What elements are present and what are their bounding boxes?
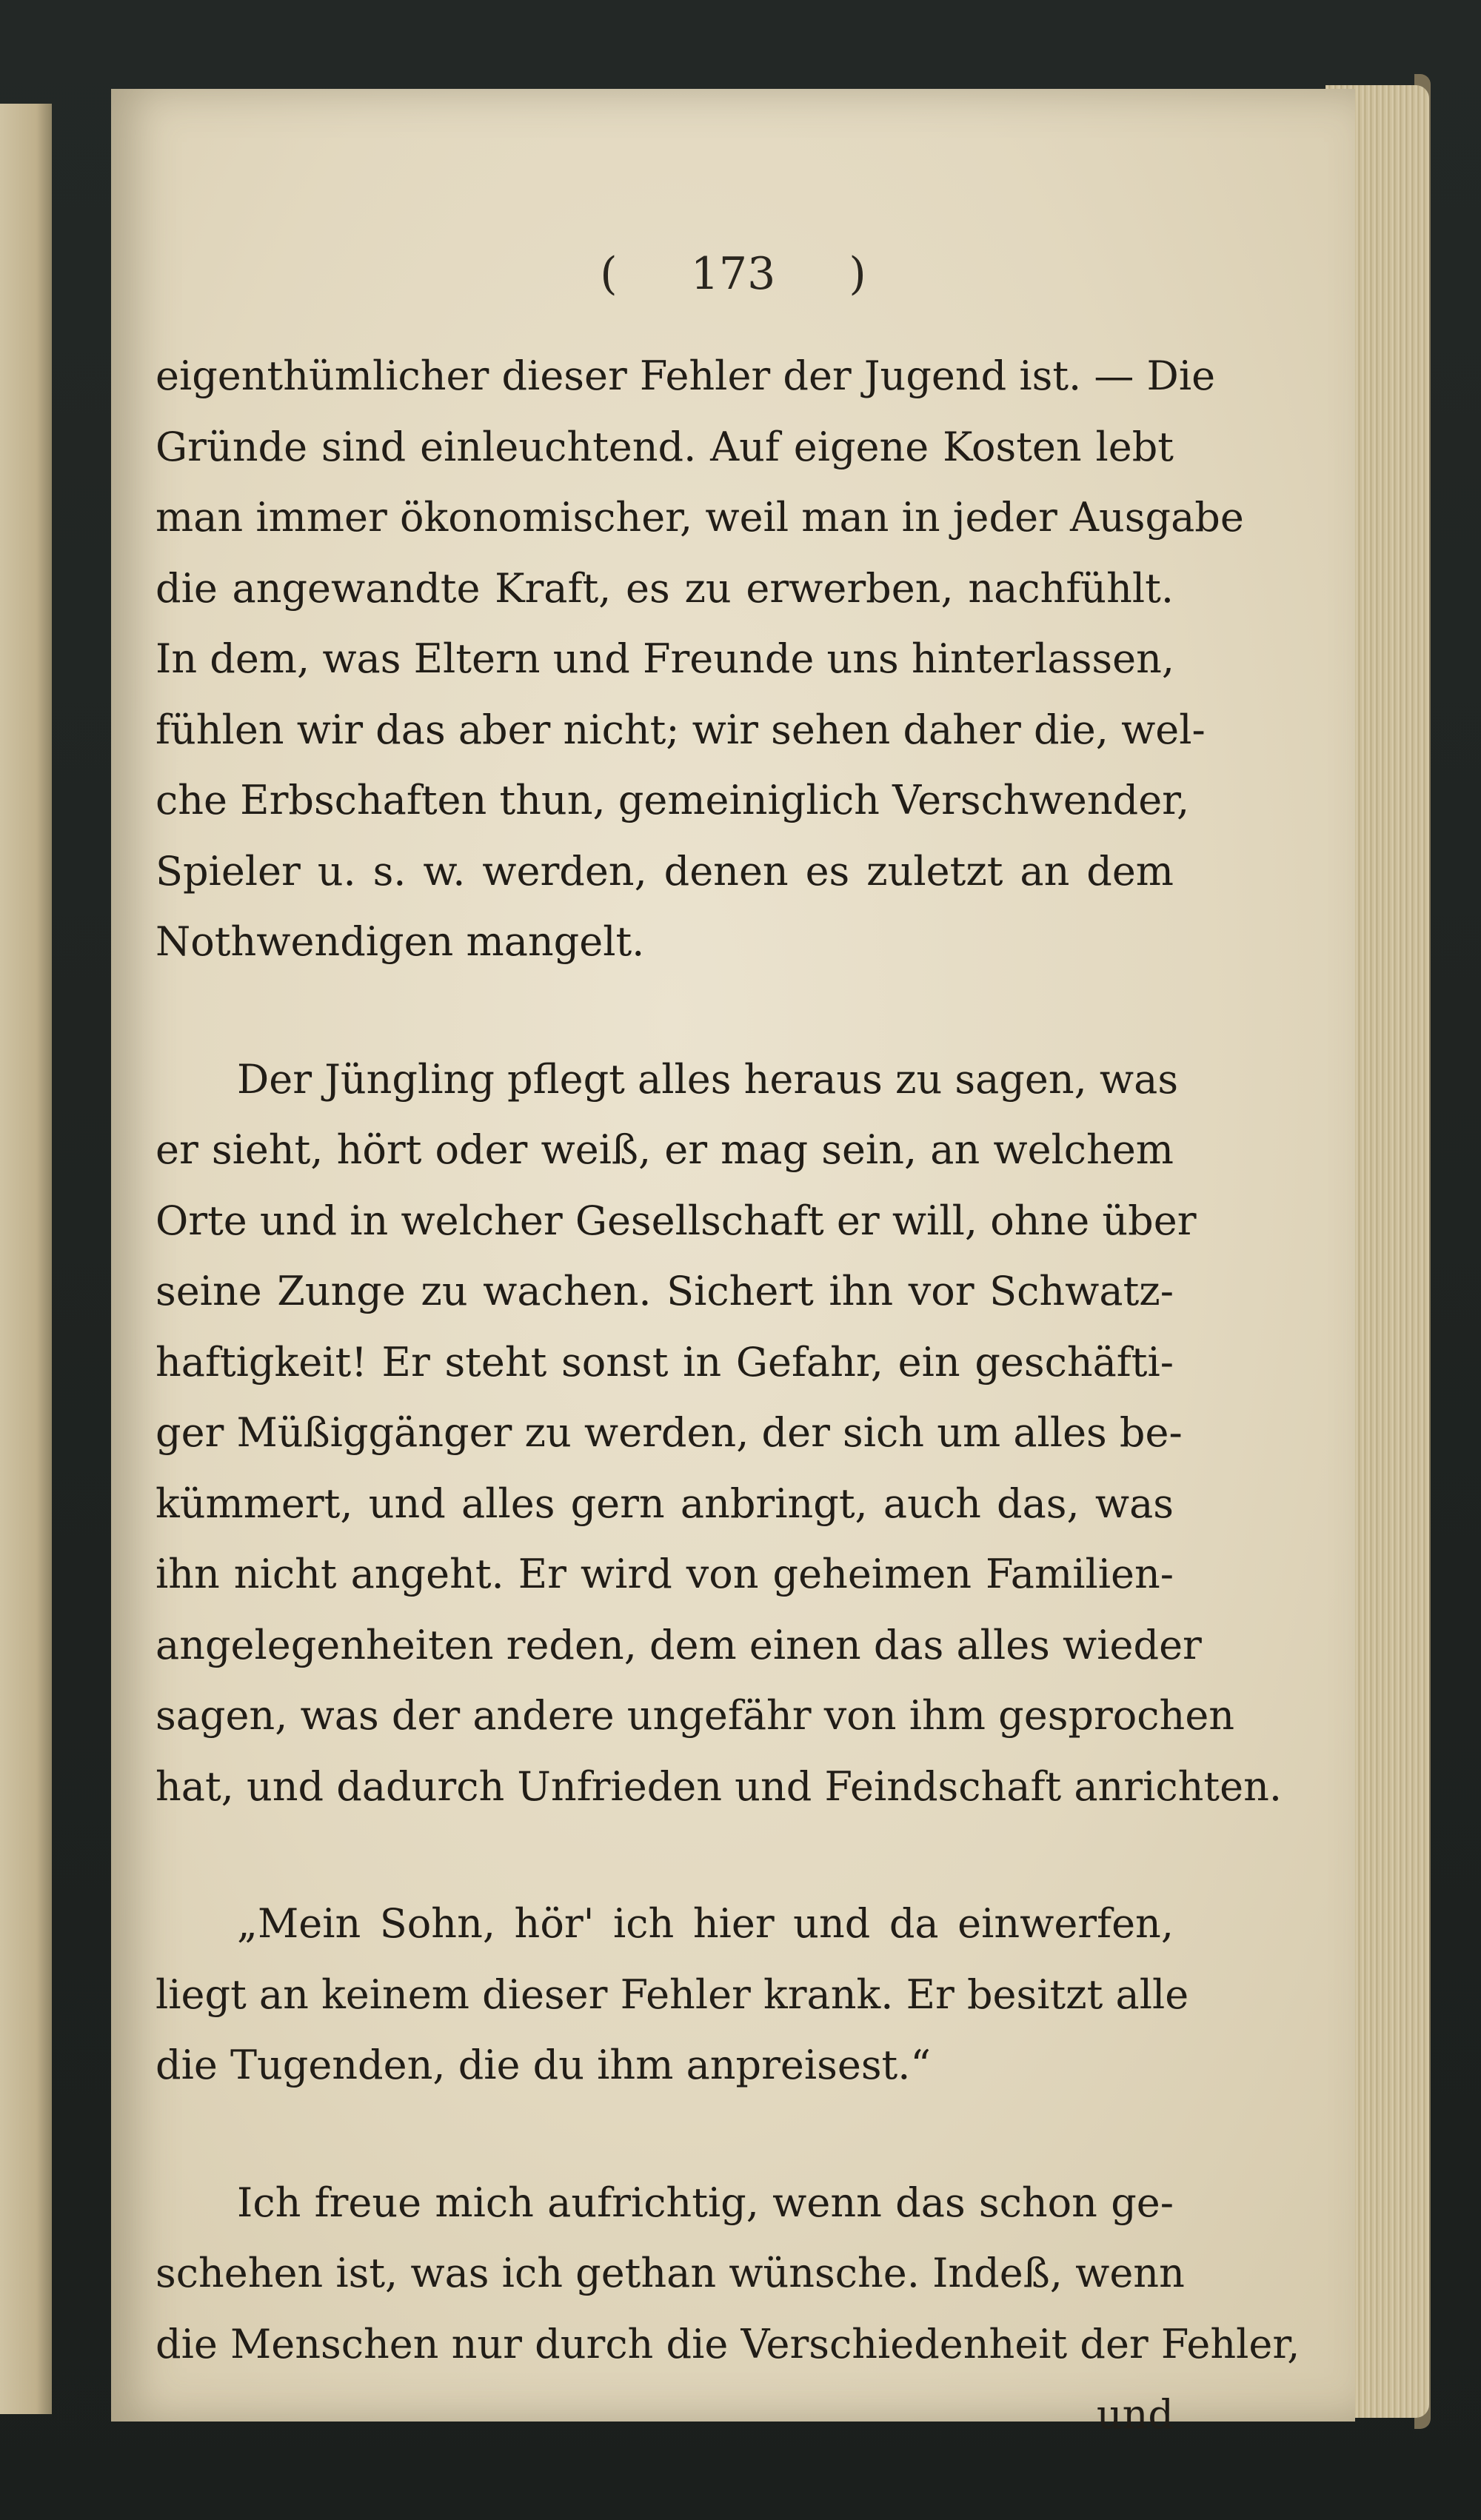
text-line: In dem, was Eltern und Freunde uns hinterlassen, [156, 635, 1175, 682]
text-line: die Menschen nur durch die Verschiedenheit der Fehler, [156, 2320, 1300, 2367]
text-line: die angewandte Kraft, es zu erwerben, nachfühlt. [156, 564, 1174, 612]
paragraph-4 [156, 2168, 1300, 2450]
text-line: „Mein Sohn, hör' ich hier und da einwerfen, [237, 1900, 1174, 1947]
text-line: hat, und dadurch Unfrieden und Feindschaft anrichten. [156, 1762, 1283, 1810]
text-line: che Erbschaften thun, gemeiniglich Verschwender, [156, 777, 1190, 823]
paragraph-3 [156, 1888, 1189, 2101]
text-line: Gründe sind einleuchtend. Auf eigene Kosten lebt [156, 423, 1174, 470]
text-line: Spieler u. s. w. werden, denen es zuletzt an dem [156, 847, 1174, 895]
text-line: Orte und in welcher Gesellschaft er will, ohne über [156, 1197, 1197, 1244]
text-line: kümmert, und alles gern anbringt, auch das, was [156, 1480, 1174, 1527]
book-page [111, 89, 1355, 2438]
paragraph-1 [156, 341, 1244, 977]
page-header [111, 248, 1355, 300]
facing-page-edge [0, 104, 52, 2414]
text-line: Ich freue mich aufrichtig, wenn das schon ge- [237, 2179, 1174, 2226]
text-line: man immer ökonomischer, weil man in jeder Ausgabe [156, 494, 1244, 541]
text-line: ihn nicht angeht. Er wird von geheimen Familien- [156, 1551, 1174, 1597]
text-line: die Tugenden, die du ihm anpreisest.“ [156, 2042, 932, 2088]
text-line: ger Müßiggänger zu werden, der sich um alles be- [156, 1409, 1183, 1456]
paragraph-2 [156, 1044, 1283, 1822]
text-line: haftigkeit! Er steht sonst in Gefahr, ein geschäfti- [156, 1338, 1174, 1386]
text-line: liegt an keinem dieser Fehler krank. Er besitzt alle [156, 1971, 1189, 2018]
text-line: schehen ist, was ich gethan wünsche. Indeß, wenn [156, 2250, 1185, 2296]
text-line: sagen, was der andere ungefähr von ihm gesprochen [156, 1692, 1235, 1739]
page-body [156, 341, 1300, 2450]
text-line: Der Jüngling pflegt alles heraus zu sagen, was [237, 1055, 1179, 1103]
text-line: er sieht, hört oder weiß, er mag sein, an welchem [156, 1126, 1174, 1173]
page-number: 173 [690, 248, 776, 300]
text-line: Nothwendigen mangelt. [156, 918, 645, 965]
text-line: seine Zunge zu wachen. Sichert ihn vor Schwatz- [156, 1268, 1174, 1314]
text-line: angelegenheiten reden, dem einen das alles wieder [156, 1621, 1202, 1668]
text-line: eigenthümlicher dieser Fehler der Jugend ist. — Die [156, 352, 1216, 399]
page-number-close-paren: ) [849, 248, 866, 300]
catchword: und [1096, 2391, 1174, 2438]
text-line: fühlen wir das aber nicht; wir sehen daher die, wel- [156, 706, 1206, 753]
page-number-open-paren: ( [600, 248, 618, 300]
